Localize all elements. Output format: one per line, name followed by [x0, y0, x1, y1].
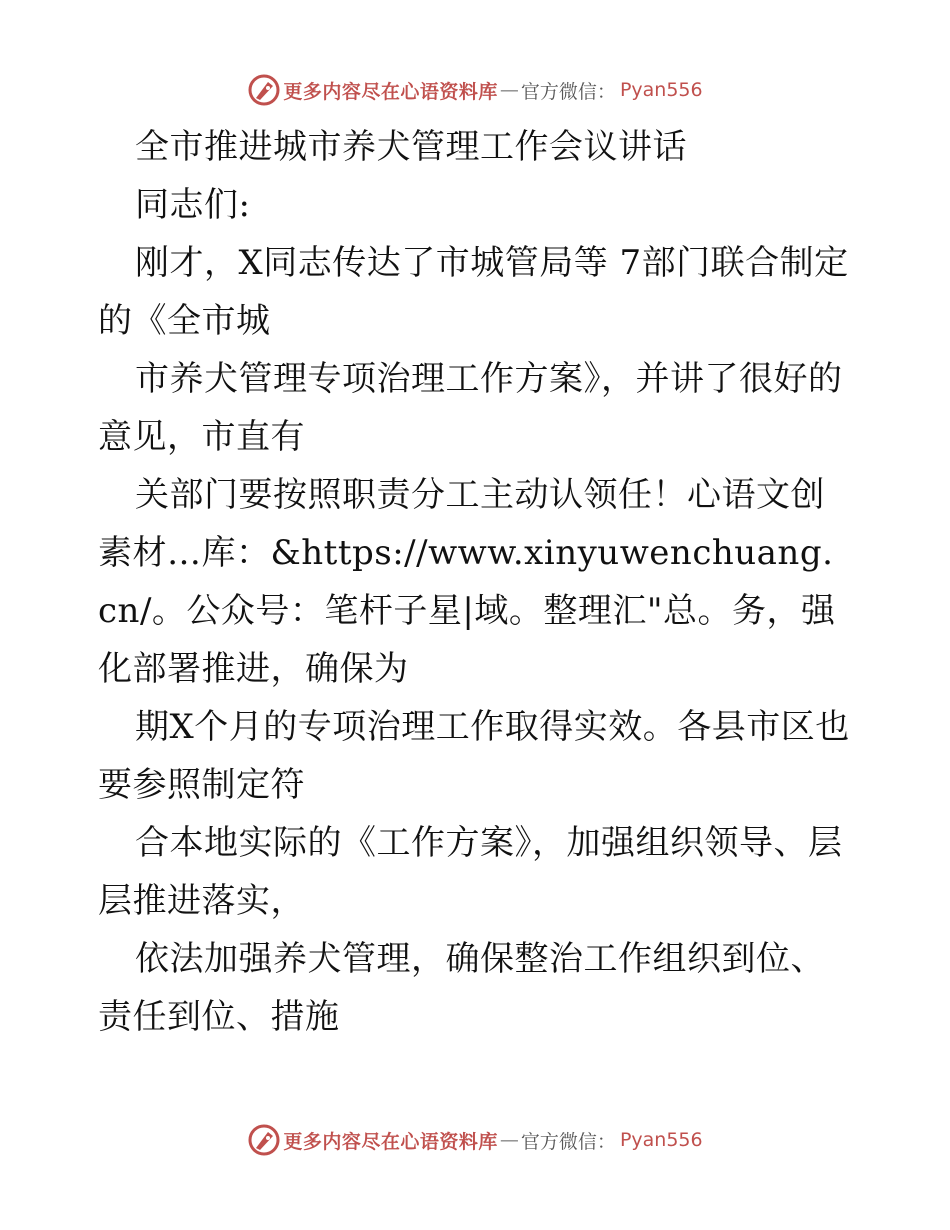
paragraph: 合本地实际的《工作方案》，加强组织领导、层层推进落实，	[98, 823, 843, 921]
banner-separator: —	[499, 1129, 519, 1151]
banner-wechat-label: 官方微信：	[520, 80, 616, 103]
banner-separator: —	[499, 79, 519, 101]
document-salutation: 同志们:	[135, 185, 251, 225]
paragraph: 依法加强养犬管理，确保整治工作组织到位、责任到位、措施	[98, 939, 825, 1037]
paragraph: 关部门要按照职责分工主动认领任！心语文创素材…库：&https://www.xinyuwenchuang.cn/。公众号：笔杆子星|域。整理汇"总。务，强化部署推进，确保为	[98, 475, 836, 689]
header-banner	[0, 70, 950, 110]
pen-nib-logo-icon	[247, 73, 281, 107]
document-body	[98, 118, 850, 1046]
paragraph: 期X个月的专项治理工作取得实效。各县市区也要参照制定符	[98, 707, 850, 805]
banner-wechat-id: Pyan556	[619, 79, 703, 101]
banner-brand-text: 更多内容尽在心语资料库	[283, 80, 498, 103]
paragraph: 市养犬管理专项治理工作方案》，并讲了很好的意见，市直有	[98, 359, 843, 457]
banner-wechat-id: Pyan556	[619, 1129, 703, 1151]
footer-banner	[0, 1120, 950, 1160]
banner-brand-text: 更多内容尽在心语资料库	[283, 1130, 498, 1153]
banner-wechat-label: 官方微信：	[520, 1130, 616, 1153]
paragraph: 刚才，X同志传达了市城管局等 7部门联合制定的《全市城	[98, 243, 849, 341]
pen-nib-logo-icon	[247, 1123, 281, 1157]
document-title: 全市推进城市养犬管理工作会议讲话	[135, 127, 687, 167]
